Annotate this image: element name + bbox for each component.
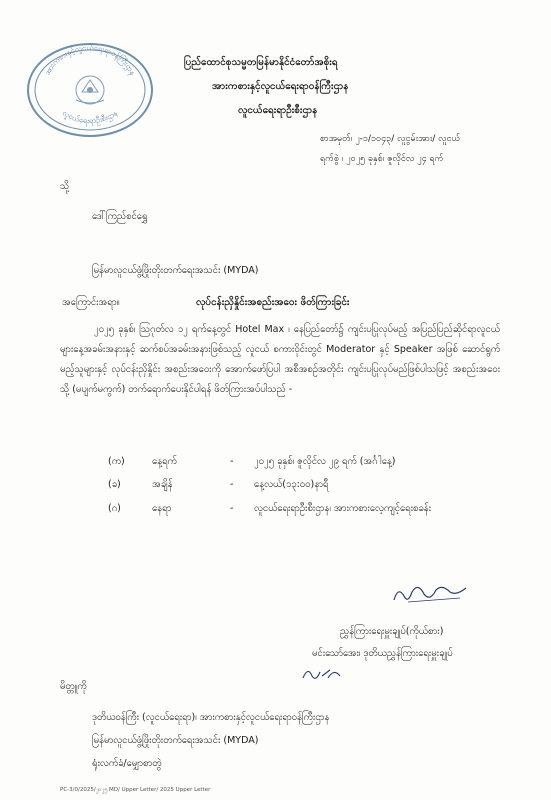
seal-bottom-text: လူငယ်ရေးရာဦးစီးဌာန <box>60 108 120 126</box>
cc-item: ဒုတိယဝန်ကြီး (လူငယ်ရေးရာ)၊ အားကစားနှင့်လူငယ်ရေးရာဝန်ကြီးဌာန <box>92 712 330 723</box>
header-ministry: အားကစားနှင့်လူငယ်ရေးရာဝန်ကြီးဌာန <box>212 81 349 92</box>
schedule-num: (ဂ) <box>108 503 121 514</box>
schedule-value: နေ့လယ်(၁၃:၀၀)နာရီ <box>254 479 329 490</box>
svg-text:လူငယ်ရေးရာဦးစီးဌာန <box>60 108 119 126</box>
subject-text: လုပ်ငန်းညှိနှိုင်းအစည်းအဝေး ဖိတ်ကြားခြင်း <box>196 297 350 308</box>
header-government: ပြည်ထောင်စုသမ္မတမြန်မာနိုင်ငံတော်အစိုးရ <box>184 57 338 68</box>
signature <box>390 578 470 608</box>
cc-item: မြန်မာလူငယ်ဖွံ့ဖြိုးတိုးတက်ရေးအသင်း (MYDA) <box>92 735 259 746</box>
cc-label: မိတ္တူကို <box>60 681 87 692</box>
seal-top-text: အားကစားနှင့်လူငယ်ရေးရာဝန်ကြီးဌာန <box>42 42 138 77</box>
recipient-name: ဒေါ်ကြည်စင်ရွှေ <box>92 211 148 222</box>
to-label: သို့ <box>60 181 70 192</box>
schedule-num: (က) <box>108 456 125 467</box>
header-department: လူငယ်ရေးရာဦးစီးဌာန <box>238 105 318 116</box>
schedule-num: (ခ) <box>108 479 121 490</box>
schedule-dash: - <box>230 503 234 514</box>
official-seal <box>20 40 160 140</box>
subject-label: အကြောင်းအရာ။ <box>62 297 120 308</box>
schedule-label: နေ့ရက် <box>152 456 177 467</box>
schedule-dash: - <box>230 479 234 490</box>
signatory-title: ညွှန်ကြားရေးမှူးချုပ်(ကိုယ်စား) <box>340 626 444 637</box>
schedule-value: ၂၀၂၅ ခုနှစ်၊ ဇူလိုင်လ ၂၉ ရက် (အင်္ဂါနေ့) <box>254 456 396 467</box>
letter-date: ရက်စွဲ ၊ ၂၀၂၅ ခုနှစ်၊ ဇူလိုင်လ ၂၄ ရက် <box>320 154 444 164</box>
svg-text:အားကစားနှင့်လူငယ်ရေးရာဝန်ကြီးဌ <box>43 43 138 77</box>
schedule-label: အချိန် <box>152 479 173 490</box>
schedule-label: နေရာ <box>152 503 172 514</box>
schedule-dash: - <box>230 456 234 467</box>
body-paragraph: ၂၀၂၅ ခုနှစ်၊ ဩဂုတ်လ ၁၂ ရက်နေ့တွင် Hotel Max ၊ နေပြည်တော်၌ ကျင်းပပြုလုပ်မည့် အပြည်ပြည်ဆိုင်ရာလူငယ်များနေ့အခမ်းအနားနှင့် ဆက်စပ်အခမ်းအနားဖြစ်သည့် လူငယ် စကားဝိုင်းတွင် Moderator နှင့် Speaker အဖြစ် ဆောင်ရွက်မည့်သူများနှင့် လုပ်ငန်းညှိနှိုင်း အစည်းအဝေးကို အောက်ဖော်ပြပါ အစီအစဉ်အတိုင်း ကျင်းပပြုလုပ်မည်ဖြစ်ပါသဖြင့် အစည်းအဝေးသို့ (မပျက်မကွက်) တက်ရောက်ပေးနိုင်ပါရန် ဖိတ်ကြားအပ်ပါသည် - <box>60 324 500 395</box>
cc-item: ရုံးလက်ခံ/မျှောစာတွဲ <box>92 758 162 769</box>
footer-reference: PC-3/0/2025/၂၀၂၅ MD/ Upper Letter/ 2025 Upper Letter <box>60 787 211 793</box>
signatory-name: မင်းသော်အေး၊ ဒုတိယညွှန်ကြားရေးမှူးချုပ် <box>312 648 453 659</box>
recipient-organization: မြန်မာလူငယ်ဖွံ့ဖြိုးတိုးတက်ရေးအသင်း (MYDA) <box>92 265 259 276</box>
reference-number: စာအမှတ်၊ ၂-၁/၁၀၄၃/ လူငွမ်းအား/ လူငယ် <box>320 134 461 144</box>
schedule-value: လူငယ်ရေးရာဦးစီးဌာန၊ အားကစားလေ့ကျင့်ရေးစခန်း <box>254 503 432 514</box>
initials <box>300 664 346 684</box>
